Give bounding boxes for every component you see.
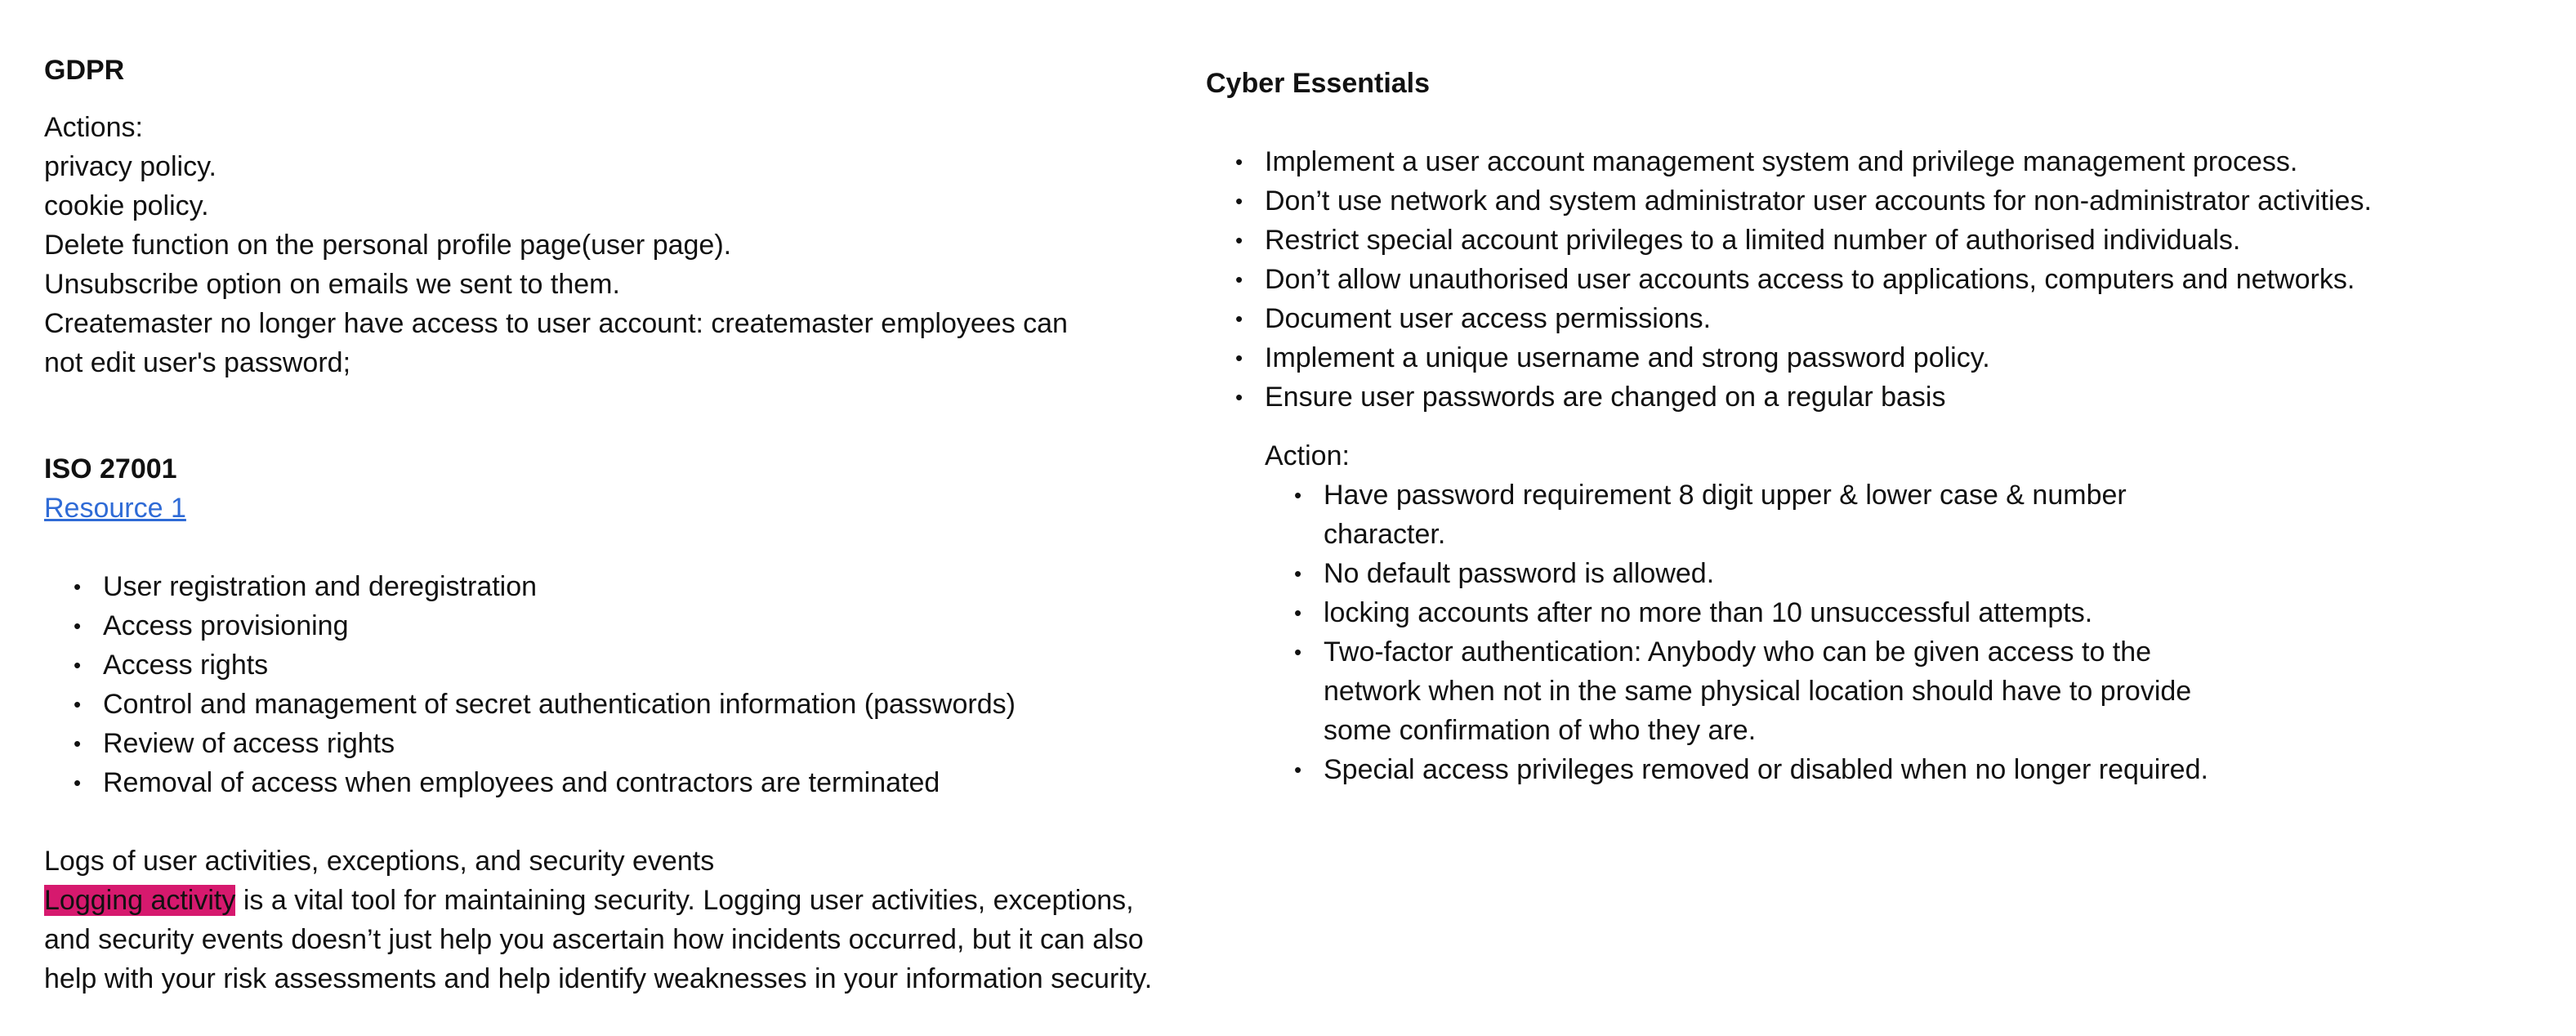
logs-paragraph-line-1: Logging activity is a vital tool for maintaining security. Logging user activities, exceptions, bbox=[44, 885, 1134, 916]
bullet-icon: • bbox=[1235, 228, 1243, 252]
bullet-icon: • bbox=[1235, 150, 1243, 174]
list-item: • Control and management of secret authentication information (passwords) bbox=[44, 685, 1016, 724]
cyber-bullet-list bbox=[1206, 142, 2372, 417]
list-item: • No default password is allowed. bbox=[1265, 554, 2229, 593]
gdpr-line-createmaster: Createmaster no longer have access to user account: createmaster employees can bbox=[44, 308, 1068, 339]
gdpr-line-password: not edit user's password; bbox=[44, 347, 351, 378]
logs-paragraph-line-3: help with your risk assessments and help identify weaknesses in your information security. bbox=[44, 963, 1153, 994]
bullet-icon: • bbox=[1235, 385, 1243, 409]
bullet-icon: • bbox=[1235, 306, 1243, 331]
gdpr-line-unsubscribe: Unsubscribe option on emails we sent to them. bbox=[44, 269, 620, 300]
iso-resource-line bbox=[44, 489, 186, 528]
list-item: • Have password requirement 8 digit upper & lower case & number character. bbox=[1265, 476, 2229, 554]
list-item: • Removal of access when employees and contractors are terminated bbox=[44, 763, 1016, 802]
list-item: • Two-factor authentication: Anybody who can be given access to the network when not in the same physical location should have to provide some confirmation of who they are. bbox=[1265, 632, 2229, 750]
gdpr-line-privacy: privacy policy. bbox=[44, 151, 217, 182]
bullet-icon: • bbox=[1235, 267, 1243, 292]
bullet-icon: • bbox=[1294, 483, 1302, 507]
bullet-icon: • bbox=[1294, 601, 1302, 625]
list-item: • Ensure user passwords are changed on a regular basis bbox=[1206, 377, 2372, 417]
list-item: • Implement a user account management system and privilege management process. bbox=[1206, 142, 2372, 181]
logs-heading: Logs of user activities, exceptions, and security events bbox=[44, 846, 715, 877]
iso-heading: ISO 27001 bbox=[44, 453, 177, 485]
cyber-heading: Cyber Essentials bbox=[1206, 68, 1431, 99]
gdpr-heading: GDPR bbox=[44, 55, 125, 86]
bullet-icon: • bbox=[74, 731, 82, 756]
bullet-icon: • bbox=[74, 614, 82, 638]
gdpr-line-delete: Delete function on the personal profile page(user page). bbox=[44, 230, 732, 261]
list-item: • Implement a unique username and strong password policy. bbox=[1206, 338, 2372, 377]
cyber-action-label: Action: bbox=[1265, 440, 1350, 471]
bullet-icon: • bbox=[74, 770, 82, 795]
list-item: • Don’t allow unauthorised user accounts access to applications, computers and networks. bbox=[1206, 260, 2372, 299]
cyber-action-list bbox=[1265, 476, 2229, 789]
bullet-icon: • bbox=[74, 692, 82, 717]
list-item: • Don’t use network and system administrator user accounts for non-administrator activities. bbox=[1206, 181, 2372, 221]
list-item: • Restrict special account privileges to a limited number of authorised individuals. bbox=[1206, 221, 2372, 260]
list-item: • User registration and deregistration bbox=[44, 567, 1016, 606]
gdpr-actions-label: Actions: bbox=[44, 112, 143, 143]
resource-link[interactable]: Resource 1 bbox=[44, 493, 186, 524]
iso-bullet-list bbox=[44, 567, 1016, 802]
bullet-icon: • bbox=[1294, 757, 1302, 782]
bullet-icon: • bbox=[1235, 346, 1243, 370]
list-item: • locking accounts after no more than 10 unsuccessful attempts. bbox=[1265, 593, 2229, 632]
list-item: • Special access privileges removed or disabled when no longer required. bbox=[1265, 750, 2229, 789]
gdpr-line-cookie: cookie policy. bbox=[44, 190, 209, 221]
bullet-icon: • bbox=[1294, 640, 1302, 664]
list-item: • Access provisioning bbox=[44, 606, 1016, 645]
logs-paragraph-line-2: and security events doesn’t just help you ascertain how incidents occurred, but it can also bbox=[44, 924, 1144, 955]
bullet-icon: • bbox=[74, 653, 82, 677]
bullet-icon: • bbox=[74, 574, 82, 599]
bullet-icon: • bbox=[1294, 561, 1302, 586]
bullet-icon: • bbox=[1235, 189, 1243, 213]
logging-activity-highlight: Logging activity bbox=[44, 885, 236, 916]
list-item: • Document user access permissions. bbox=[1206, 299, 2372, 338]
list-item: • Review of access rights bbox=[44, 724, 1016, 763]
list-item: • Access rights bbox=[44, 645, 1016, 685]
